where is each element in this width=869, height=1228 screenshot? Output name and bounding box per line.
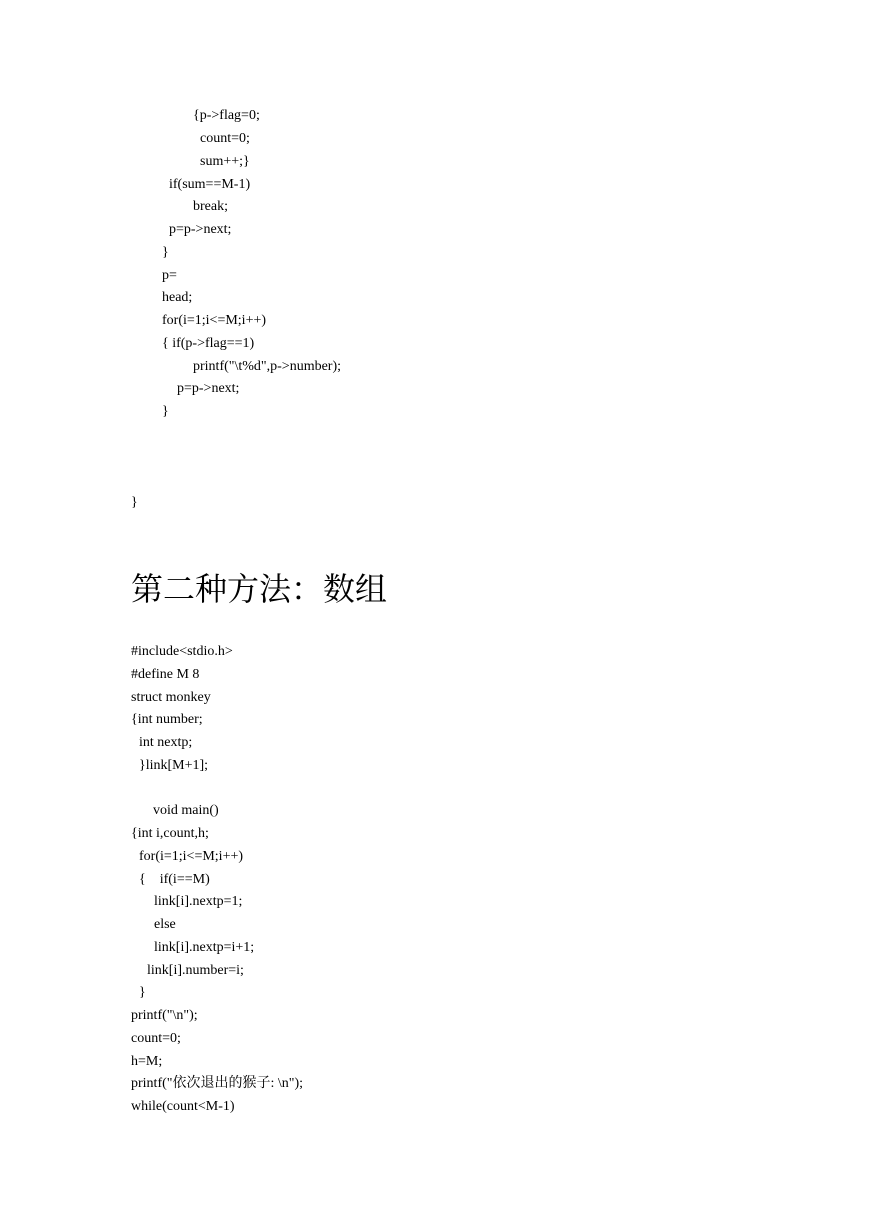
code-line: } [139,985,146,1000]
code-line: } [131,495,138,510]
code-line: count=0; [131,1031,181,1046]
code-line: {int i,count,h; [131,826,209,841]
code-line: link[i].number=i; [147,963,244,978]
code-line: if(sum==M-1) [169,177,251,192]
code-line: break; [193,199,228,214]
code-line: { if(p->flag==1) [162,336,255,351]
code-line: h=M; [131,1054,163,1069]
code-line: for(i=1;i<=M;i++) [162,313,267,328]
code-line: sum++;} [200,154,250,169]
code-line: printf("\n"); [131,1008,198,1023]
code-line: void main() [153,803,219,818]
code-line: #include<stdio.h> [131,644,233,659]
code-line: } [162,245,169,260]
code-line: for(i=1;i<=M;i++) [139,849,244,864]
code-line: int nextp; [139,735,193,750]
code-line: #define M 8 [131,667,200,682]
code-line: } [162,404,169,419]
code-line: head; [162,290,193,305]
code-line: p= [162,268,177,283]
code-line: link[i].nextp=1; [154,894,243,909]
section-heading: 第二种方法：数组 [131,570,388,608]
code-line: else [154,917,176,932]
code-line: {int number; [131,712,203,727]
code-line: p=p->next; [177,381,240,396]
code-line: printf("\t%d",p->number); [193,359,342,374]
code-line: }link[M+1]; [139,758,209,773]
code-line: p=p->next; [169,222,232,237]
code-line: link[i].nextp=i+1; [154,940,255,955]
code-line: printf("依次退出的猴子: \n"); [131,1076,304,1091]
code-line: struct monkey [131,690,211,705]
code-line: {p->flag=0; [193,108,260,123]
code-line: { if(i==M) [139,872,210,887]
code-line: count=0; [200,131,250,146]
code-line: while(count<M-1) [131,1099,235,1114]
